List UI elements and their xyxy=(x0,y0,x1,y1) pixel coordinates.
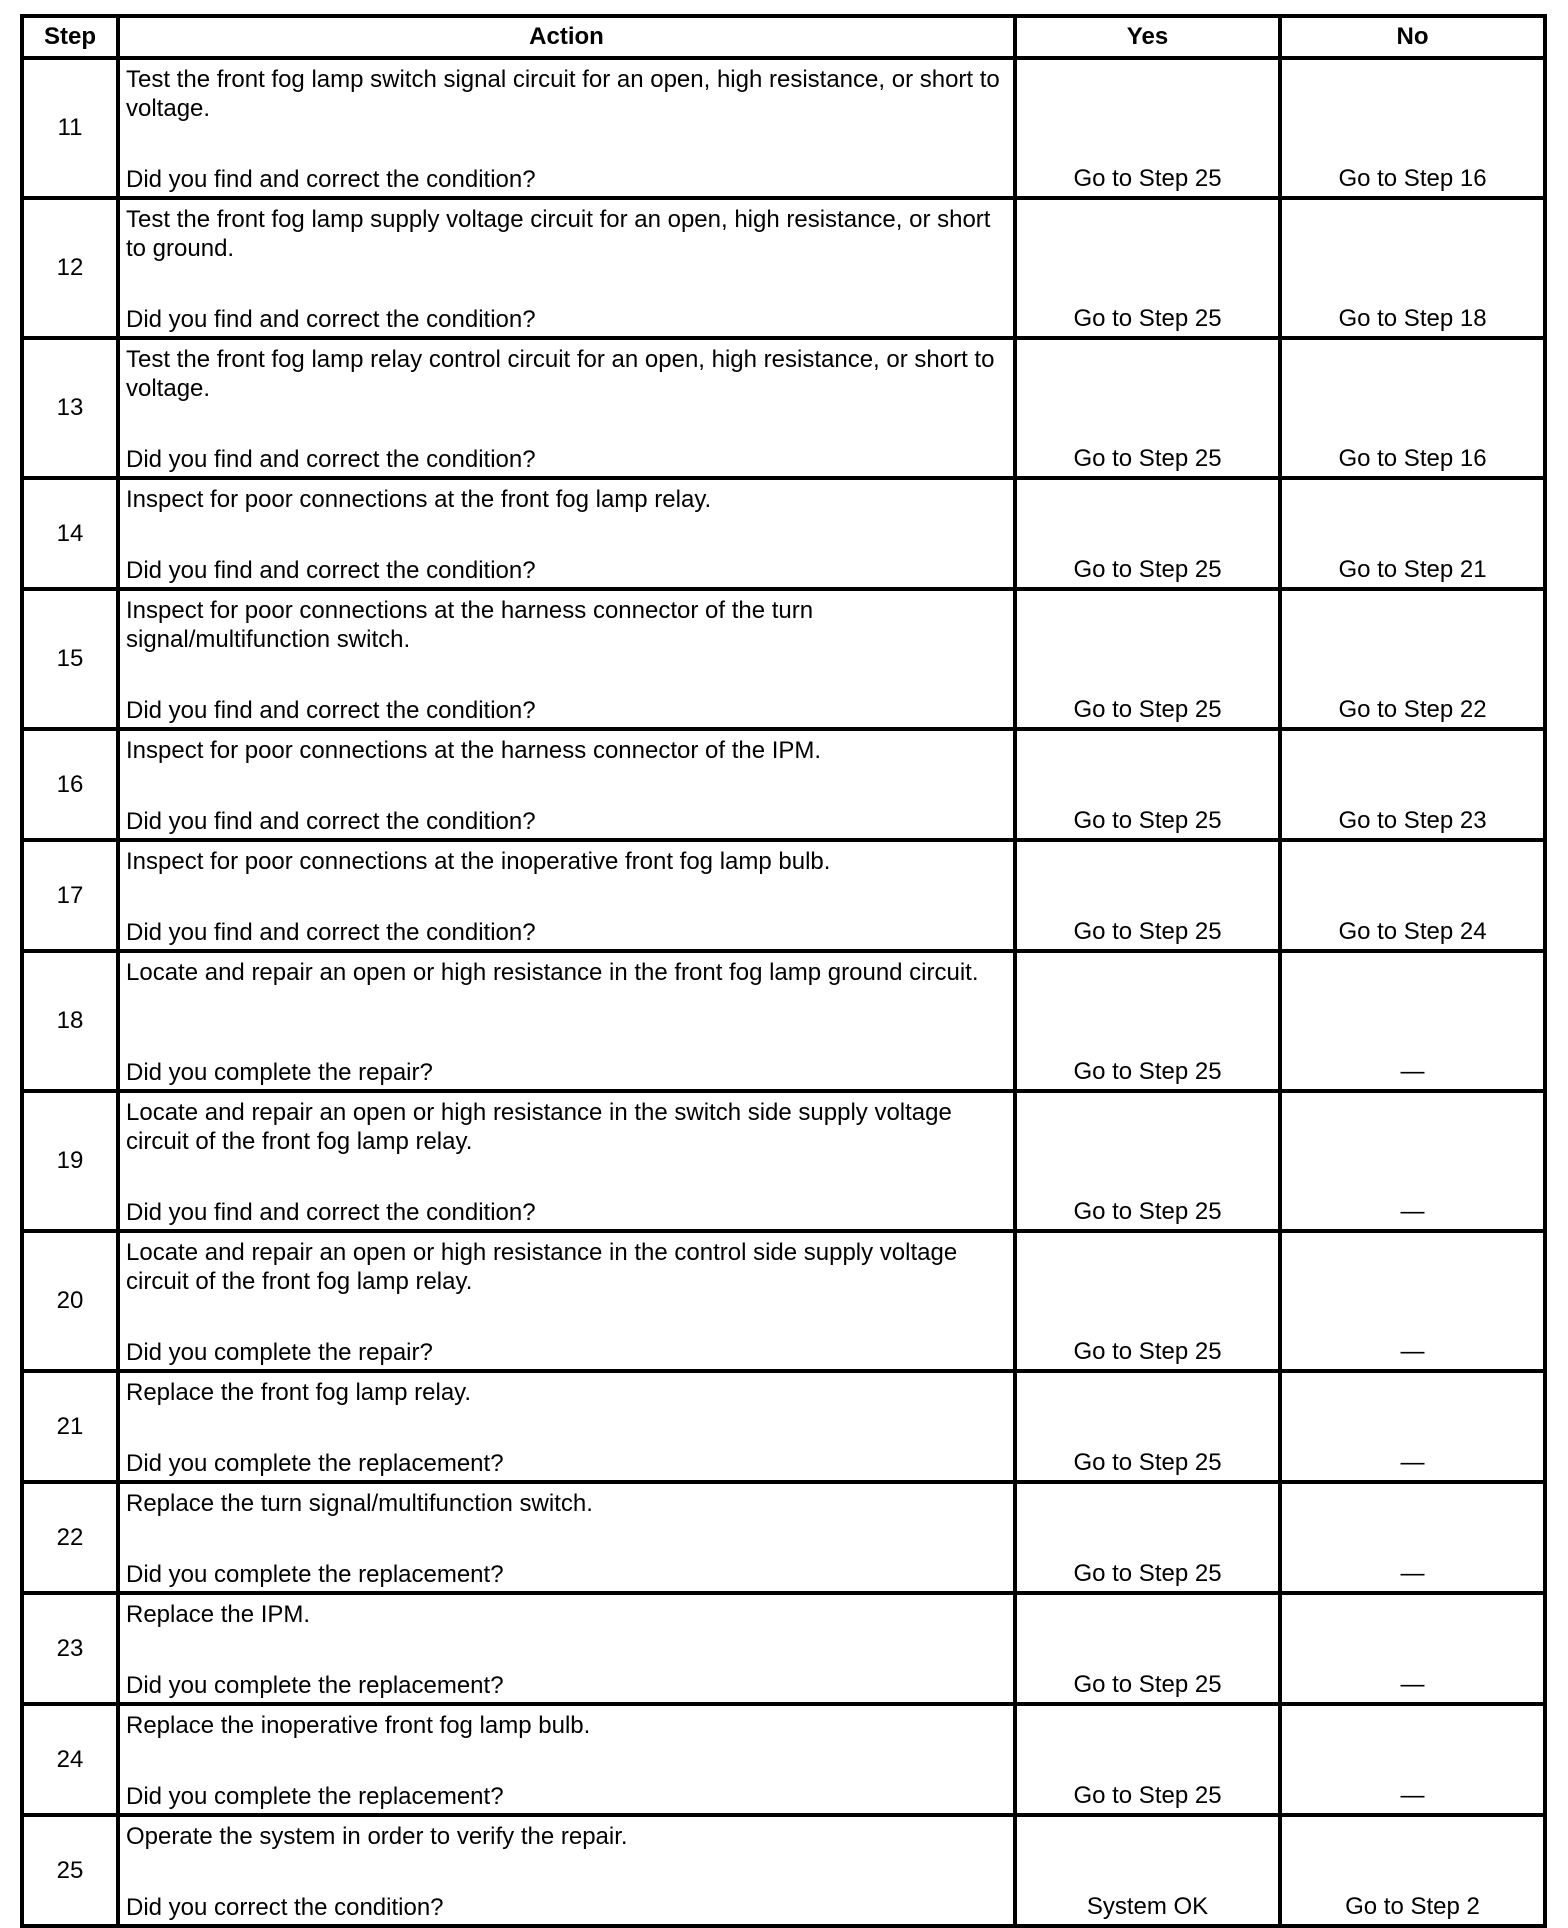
question-text: Did you find and correct the condition? xyxy=(126,697,536,724)
no-result: Go to Step 16 xyxy=(1280,338,1545,478)
action-text: Test the front fog lamp relay control circuit for an open, high resistance, or short to voltage. xyxy=(126,346,995,402)
step-number: 24 xyxy=(22,1704,118,1815)
yes-result: Go to Step 25 xyxy=(1015,1231,1280,1371)
step-number: 23 xyxy=(22,1593,118,1704)
header-no: No xyxy=(1280,16,1545,58)
table-row xyxy=(22,338,1545,478)
table-row xyxy=(22,58,1545,198)
question-text: Did you find and correct the condition? xyxy=(126,446,536,473)
action-text: Inspect for poor connections at the inoperative front fog lamp bulb. xyxy=(126,848,831,875)
yes-result: Go to Step 25 xyxy=(1015,338,1280,478)
action-cell xyxy=(118,951,1015,1091)
question-text: Did you find and correct the condition? xyxy=(126,306,536,333)
question-text: Did you find and correct the condition? xyxy=(126,1199,536,1226)
step-number: 17 xyxy=(22,840,118,951)
step-number: 14 xyxy=(22,478,118,589)
yes-result: Go to Step 25 xyxy=(1015,1091,1280,1231)
action-text: Test the front fog lamp switch signal circuit for an open, high resistance, or short to voltage. xyxy=(126,66,1000,122)
header-yes: Yes xyxy=(1015,16,1280,58)
step-number: 19 xyxy=(22,1091,118,1231)
question-text: Did you complete the repair? xyxy=(126,1339,433,1366)
action-text: Replace the inoperative front fog lamp bulb. xyxy=(126,1712,591,1739)
step-number: 12 xyxy=(22,198,118,338)
yes-result: System OK xyxy=(1015,1815,1280,1926)
yes-result: Go to Step 25 xyxy=(1015,1482,1280,1593)
no-result: — xyxy=(1280,1231,1545,1371)
yes-result: Go to Step 25 xyxy=(1015,1371,1280,1482)
header-step: Step xyxy=(22,16,118,58)
yes-result: Go to Step 25 xyxy=(1015,589,1280,729)
table-row xyxy=(22,1593,1545,1704)
no-result: — xyxy=(1280,1371,1545,1482)
question-text: Did you find and correct the condition? xyxy=(126,557,536,584)
no-result: Go to Step 2 xyxy=(1280,1815,1545,1926)
step-number: 25 xyxy=(22,1815,118,1926)
question-text: Did you complete the replacement? xyxy=(126,1672,504,1699)
yes-result: Go to Step 25 xyxy=(1015,729,1280,840)
no-result: Go to Step 22 xyxy=(1280,589,1545,729)
no-result: — xyxy=(1280,1482,1545,1593)
no-result: Go to Step 23 xyxy=(1280,729,1545,840)
table-row xyxy=(22,1815,1545,1926)
action-text: Locate and repair an open or high resistance in the switch side supply voltage circuit of the front fog lamp relay. xyxy=(126,1099,952,1155)
action-text: Operate the system in order to verify the repair. xyxy=(126,1823,628,1850)
action-cell xyxy=(118,1593,1015,1704)
step-number: 20 xyxy=(22,1231,118,1371)
no-result: Go to Step 24 xyxy=(1280,840,1545,951)
action-text: Locate and repair an open or high resistance in the front fog lamp ground circuit. xyxy=(126,959,979,986)
action-cell xyxy=(118,478,1015,589)
action-cell xyxy=(118,729,1015,840)
table-row xyxy=(22,840,1545,951)
table-row xyxy=(22,198,1545,338)
table-row xyxy=(22,951,1545,1091)
action-cell xyxy=(118,1704,1015,1815)
no-result: Go to Step 16 xyxy=(1280,58,1545,198)
table-row xyxy=(22,729,1545,840)
question-text: Did you find and correct the condition? xyxy=(126,808,536,835)
action-text: Test the front fog lamp supply voltage circuit for an open, high resistance, or short to ground. xyxy=(126,206,991,262)
action-cell xyxy=(118,338,1015,478)
table-row xyxy=(22,1231,1545,1371)
question-text: Did you correct the condition? xyxy=(126,1894,444,1921)
table-row xyxy=(22,1371,1545,1482)
no-result: — xyxy=(1280,1704,1545,1815)
action-cell xyxy=(118,589,1015,729)
table-row xyxy=(22,1091,1545,1231)
question-text: Did you complete the replacement? xyxy=(126,1783,504,1810)
action-cell xyxy=(118,1482,1015,1593)
action-cell xyxy=(118,1815,1015,1926)
yes-result: Go to Step 25 xyxy=(1015,198,1280,338)
action-cell xyxy=(118,1231,1015,1371)
action-text: Locate and repair an open or high resistance in the control side supply voltage circuit of the front fog lamp relay. xyxy=(126,1239,958,1295)
no-result: Go to Step 18 xyxy=(1280,198,1545,338)
action-cell xyxy=(118,1091,1015,1231)
action-text: Replace the turn signal/multifunction switch. xyxy=(126,1490,593,1517)
no-result: Go to Step 21 xyxy=(1280,478,1545,589)
question-text: Did you complete the repair? xyxy=(126,1059,433,1086)
table-row xyxy=(22,1482,1545,1593)
step-number: 22 xyxy=(22,1482,118,1593)
step-number: 18 xyxy=(22,951,118,1091)
diagnostic-table xyxy=(20,14,1547,1928)
action-text: Replace the front fog lamp relay. xyxy=(126,1379,472,1406)
question-text: Did you complete the replacement? xyxy=(126,1561,504,1588)
step-number: 11 xyxy=(22,58,118,198)
no-result: — xyxy=(1280,1091,1545,1231)
step-number: 15 xyxy=(22,589,118,729)
yes-result: Go to Step 25 xyxy=(1015,1593,1280,1704)
step-number: 21 xyxy=(22,1371,118,1482)
yes-result: Go to Step 25 xyxy=(1015,58,1280,198)
action-text: Inspect for poor connections at the harness connector of the IPM. xyxy=(126,737,822,764)
table-row xyxy=(22,589,1545,729)
step-number: 13 xyxy=(22,338,118,478)
action-text: Replace the IPM. xyxy=(126,1601,311,1628)
no-result: — xyxy=(1280,951,1545,1091)
action-cell xyxy=(118,840,1015,951)
no-result: — xyxy=(1280,1593,1545,1704)
action-cell xyxy=(118,1371,1015,1482)
yes-result: Go to Step 25 xyxy=(1015,951,1280,1091)
yes-result: Go to Step 25 xyxy=(1015,478,1280,589)
header-row xyxy=(22,16,1545,58)
action-text: Inspect for poor connections at the front fog lamp relay. xyxy=(126,486,712,513)
step-number: 16 xyxy=(22,729,118,840)
question-text: Did you find and correct the condition? xyxy=(126,166,536,193)
header-action: Action xyxy=(118,16,1015,58)
yes-result: Go to Step 25 xyxy=(1015,840,1280,951)
question-text: Did you find and correct the condition? xyxy=(126,919,536,946)
action-text: Inspect for poor connections at the harness connector of the turn signal/multifunction switch. xyxy=(126,597,814,653)
table-row xyxy=(22,1704,1545,1815)
action-cell xyxy=(118,58,1015,198)
action-cell xyxy=(118,198,1015,338)
yes-result: Go to Step 25 xyxy=(1015,1704,1280,1815)
table-row xyxy=(22,478,1545,589)
question-text: Did you complete the replacement? xyxy=(126,1450,504,1477)
